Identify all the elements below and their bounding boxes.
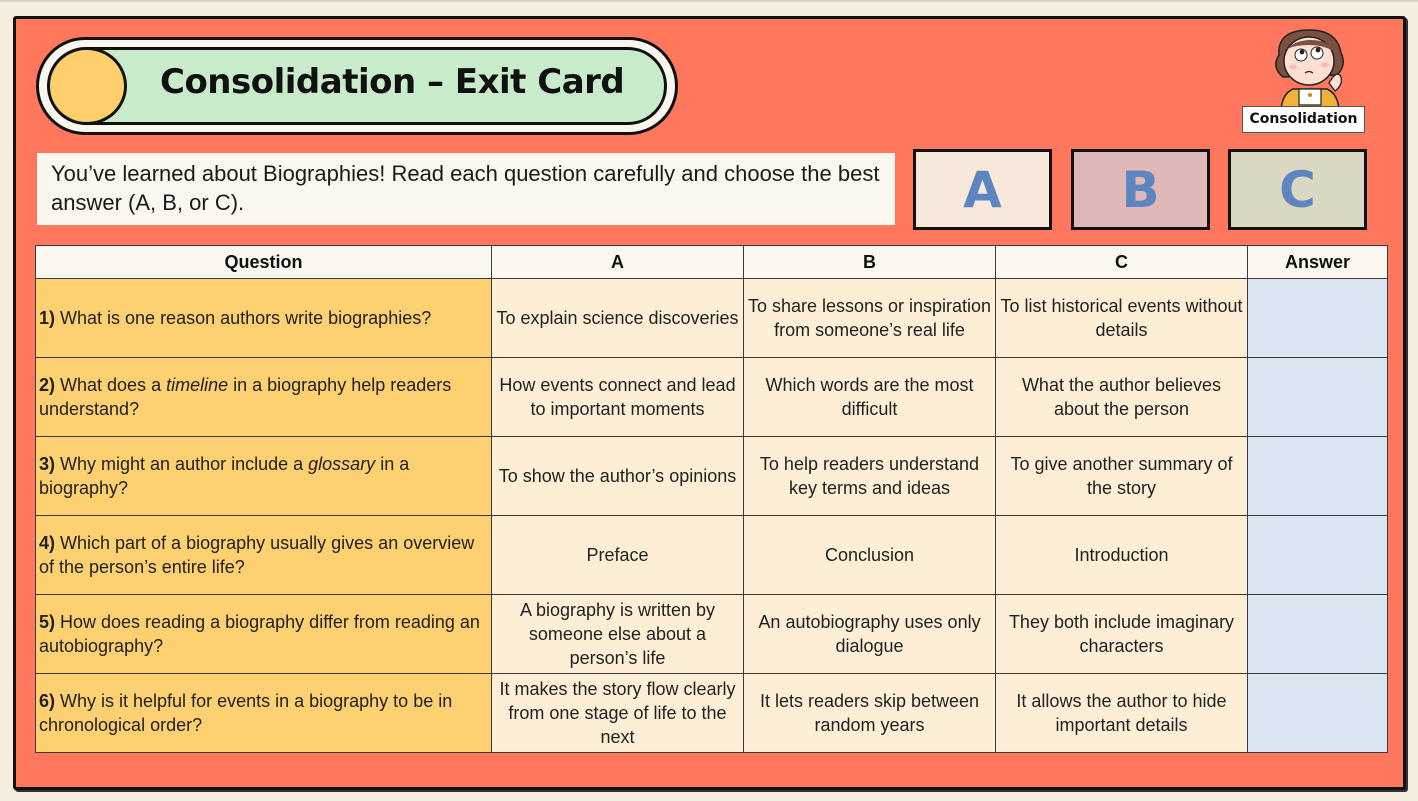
answer-cell[interactable] bbox=[1248, 516, 1388, 595]
option-a-cell: Preface bbox=[492, 516, 744, 595]
option-b-cell: Conclusion bbox=[744, 516, 996, 595]
option-c-cell: Introduction bbox=[996, 516, 1248, 595]
question-italic: glossary bbox=[308, 454, 376, 474]
option-b-cell: To share lessons or inspiration from someone’s real life bbox=[744, 279, 996, 358]
question-cell bbox=[36, 279, 492, 358]
question-text-post: in a biography help readers understand? bbox=[39, 375, 452, 419]
option-c-cell: To list historical events without details bbox=[996, 279, 1248, 358]
header-a: A bbox=[492, 246, 744, 279]
slide bbox=[13, 16, 1406, 790]
question-text: Why is it helpful for events in a biography to be in chronological order? bbox=[39, 691, 453, 735]
question-cell bbox=[36, 358, 492, 437]
table-row bbox=[36, 437, 1388, 516]
question-cell bbox=[36, 595, 492, 674]
option-b-cell: To help readers understand key terms and ideas bbox=[744, 437, 996, 516]
title-pill bbox=[47, 47, 667, 125]
answer-cell[interactable] bbox=[1248, 279, 1388, 358]
header-c: C bbox=[996, 246, 1248, 279]
option-c-cell: To give another summary of the story bbox=[996, 437, 1248, 516]
answer-cell[interactable] bbox=[1248, 437, 1388, 516]
option-c-cell: It allows the author to hide important details bbox=[996, 674, 1248, 753]
option-b-cell: It lets readers skip between random years bbox=[744, 674, 996, 753]
question-text: What is one reason authors write biographies? bbox=[55, 308, 432, 328]
option-b-cell: An autobiography uses only dialogue bbox=[744, 595, 996, 674]
quiz-table bbox=[35, 245, 1388, 753]
question-text-post: in a biography? bbox=[39, 454, 410, 498]
question-number: 3) bbox=[39, 454, 56, 474]
option-a-cell: A biography is written by someone else about a person’s life bbox=[492, 595, 744, 674]
option-box-c: C bbox=[1228, 149, 1367, 230]
question-number: 5) bbox=[39, 612, 56, 632]
option-c-cell: They both include imaginary characters bbox=[996, 595, 1248, 674]
answer-cell[interactable] bbox=[1248, 674, 1388, 753]
option-a-cell: It makes the story flow clearly from one stage of life to the next bbox=[492, 674, 744, 753]
title-banner bbox=[36, 37, 678, 135]
question-text: Why might an author include a bbox=[55, 454, 309, 474]
option-box-a: A bbox=[913, 149, 1052, 230]
header-answer: Answer bbox=[1248, 246, 1388, 279]
answer-cell[interactable] bbox=[1248, 595, 1388, 674]
instruction-text: You’ve learned about Biographies! Read each question carefully and choose the best answer (A, B, or C). bbox=[37, 153, 895, 225]
answer-cell[interactable] bbox=[1248, 358, 1388, 437]
option-a-cell: To explain science discoveries bbox=[492, 279, 744, 358]
header-question: Question bbox=[36, 246, 492, 279]
table-header-row bbox=[36, 246, 1388, 279]
question-text: Which part of a biography usually gives an overview of the person’s entire life? bbox=[39, 533, 475, 577]
question-number: 2) bbox=[39, 375, 56, 395]
table-row bbox=[36, 674, 1388, 753]
consolidation-badge: Consolidation bbox=[1242, 106, 1365, 133]
question-number: 6) bbox=[39, 691, 56, 711]
title-circle-decoration bbox=[47, 47, 127, 125]
option-box-b: B bbox=[1071, 149, 1210, 230]
option-a-cell: How events connect and lead to important moments bbox=[492, 358, 744, 437]
question-cell bbox=[36, 674, 492, 753]
question-italic: timeline bbox=[166, 375, 229, 395]
option-b-cell: Which words are the most difficult bbox=[744, 358, 996, 437]
question-number: 1) bbox=[39, 308, 56, 328]
header-b: B bbox=[744, 246, 996, 279]
table-row bbox=[36, 358, 1388, 437]
question-cell bbox=[36, 516, 492, 595]
option-c-cell: What the author believes about the person bbox=[996, 358, 1248, 437]
table-row bbox=[36, 595, 1388, 674]
question-text: How does reading a biography differ from reading an autobiography? bbox=[39, 612, 480, 656]
question-number: 4) bbox=[39, 533, 56, 553]
question-text: What does a bbox=[55, 375, 167, 395]
page-title: Consolidation – Exit Card bbox=[160, 62, 625, 102]
table-row bbox=[36, 516, 1388, 595]
question-cell bbox=[36, 437, 492, 516]
table-row bbox=[36, 279, 1388, 358]
option-a-cell: To show the author’s opinions bbox=[492, 437, 744, 516]
